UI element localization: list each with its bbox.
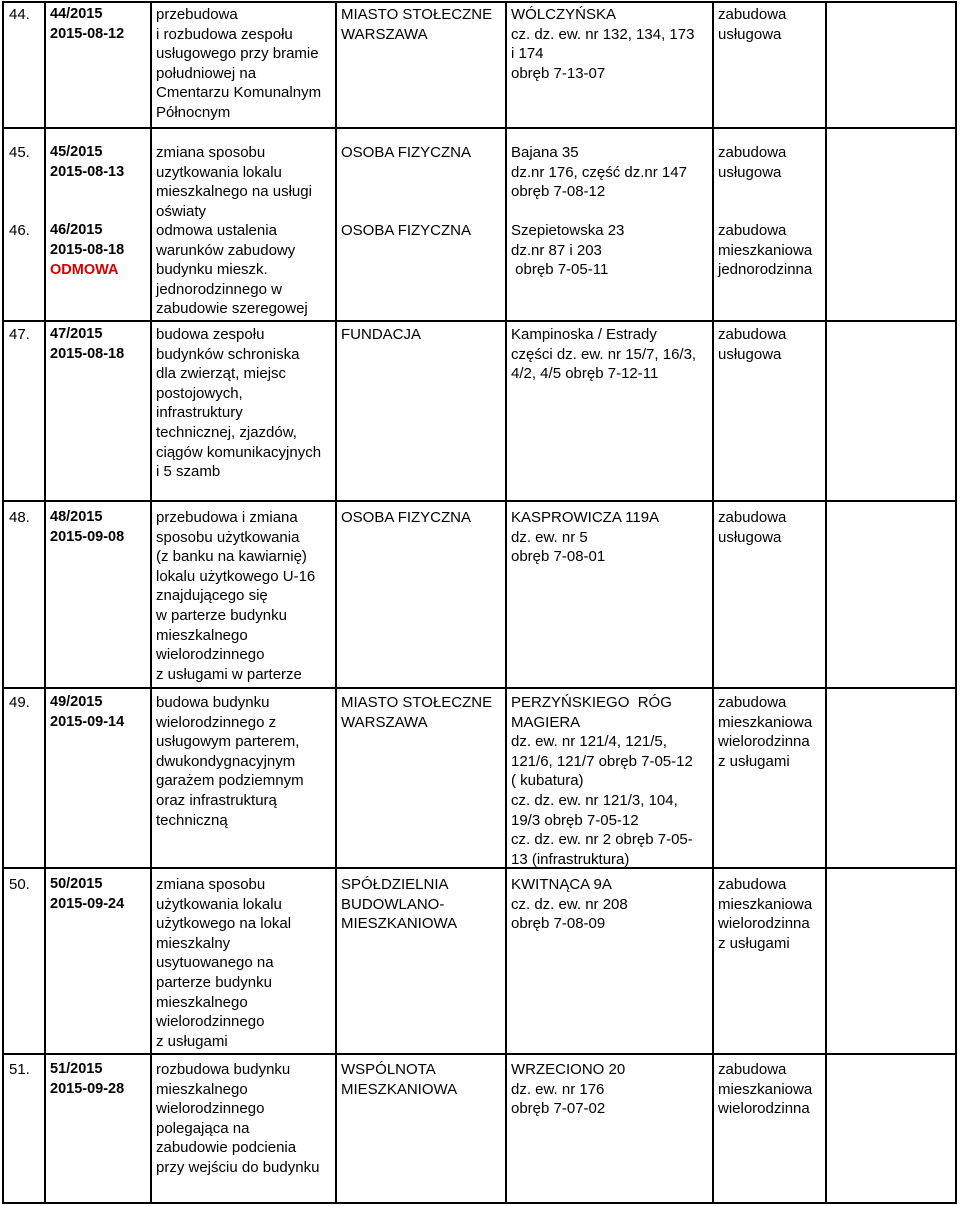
row-number: 49. [9,694,30,711]
applicant: MIASTO STOŁECZNE WARSZAWA [341,694,493,731]
status-badge: ODMOWA [50,262,119,278]
row-number: 44. [9,6,30,23]
column-divider [712,1,714,1204]
development-type: zabudowa mieszkaniowa wielorodzinna z usługami [718,876,813,952]
location: KASPROWICZA 119A dz. ew. nr 5 obręb 7-08-01 [511,509,660,566]
column-divider [335,1,337,1204]
investment-description: przebudowa i zmiana sposobu użytkowania (z banku na kawiarnię) lokalu użytkowego U-16 znajdującego się w parterze budynku mieszkalnego wielorodzinnego z usługami w parterze [156,509,316,683]
row-number: 45. [9,144,30,161]
row-divider [2,500,956,502]
applicant: OSOBA FIZYCZNA [341,509,472,526]
decision-number-date: 49/2015 2015-09-14 [50,694,125,730]
row-number: 48. [9,509,30,526]
decision-number-date: 45/2015 2015-08-13 [50,144,125,180]
applicant: SPÓŁDZIELNIA BUDOWLANO- MIESZKANIOWA [341,876,458,933]
row-divider [2,1,956,3]
row-divider [2,1202,956,1204]
column-divider [44,1,46,1204]
location: Kampinoska / Estrady części dz. ew. nr 15/7, 16/3, 4/2, 4/5 obręb 7-12-11 [511,326,697,383]
development-type: zabudowa usługowa [718,144,787,181]
investment-description: odmowa ustalenia warunków zabudowy budynku mieszk. jednorodzinnego w zabudowie szeregowej [156,222,308,318]
location: PERZYŃSKIEGO RÓG MAGIERA dz. ew. nr 121/4, 121/5, 121/6, 121/7 obręb 7-05-12 ( kubatura) cz. dz. ew. nr 121/3, 104, 19/3 obręb 7-05-12 cz. dz. ew. nr 2 obręb 7-05- 13 (infrastruktura) [511,694,693,868]
decision-number-date: 50/2015 2015-09-24 [50,876,125,912]
decision-number-date: 48/2015 2015-09-08 [50,509,125,545]
investment-description: rozbudowa budynku mieszkalnego wielorodzinnego polegająca na zabudowie podcienia przy wejściu do budynku [156,1061,320,1176]
applicant: OSOBA FIZYCZNA [341,222,472,239]
column-divider [825,1,827,1204]
applicant: MIASTO STOŁECZNE WARSZAWA [341,6,493,43]
row-number: 51. [9,1061,30,1078]
location: WRZECIONO 20 dz. ew. nr 176 obręb 7-07-02 [511,1061,626,1118]
development-type: zabudowa mieszkaniowa jednorodzinna [718,222,813,279]
investment-description: przebudowa i rozbudowa zespołu usługowego przy bramie południowej na Cmentarzu Komunalnym Północnym [156,6,322,121]
development-type: zabudowa usługowa [718,326,787,363]
investment-description: zmiana sposobu użytkowania lokalu użytkowego na lokal mieszkalny usytuowanego na parterze budynku mieszkalnego wielorodzinnego z usługami [156,876,292,1050]
row-divider [2,1053,956,1055]
row-number: 50. [9,876,30,893]
location: WÓLCZYŃSKA cz. dz. ew. nr 132, 134, 173 i 174 obręb 7-13-07 [511,6,695,82]
applicant: FUNDACJA [341,326,422,343]
development-type: zabudowa usługowa [718,6,787,43]
location: Bajana 35 dz.nr 176, część dz.nr 147 obręb 7-08-12 [511,144,687,201]
investment-description: zmiana sposobu uzytkowania lokalu mieszkalnego na usługi oświaty [156,144,312,220]
column-divider [150,1,152,1204]
row-divider [2,867,956,869]
column-divider [955,1,957,1204]
applicant: OSOBA FIZYCZNA [341,144,472,161]
decision-number-date: 46/2015 2015-08-18 [50,222,125,258]
decision-number-date: 44/2015 2015-08-12 [50,6,125,42]
row-divider [2,320,956,322]
column-divider [2,1,4,1204]
development-type: zabudowa usługowa [718,509,787,546]
row-divider [2,127,956,129]
location: Szepietowska 23 dz.nr 87 i 203 obręb 7-05-11 [511,222,625,279]
development-type: zabudowa mieszkaniowa wielorodzinna [718,1061,813,1118]
location: KWITNĄCA 9A cz. dz. ew. nr 208 obręb 7-08-09 [511,876,628,933]
row-divider [2,687,956,689]
row-number: 47. [9,326,30,343]
applicant: WSPÓLNOTA MIESZKANIOWA [341,1061,458,1098]
decision-number-date: 51/2015 2015-09-28 [50,1061,125,1097]
investment-description: budowa budynku wielorodzinnego z usługowym parterem, dwukondygnacyjnym garażem podziemnym oraz infrastrukturą techniczną [156,694,304,829]
development-type: zabudowa mieszkaniowa wielorodzinna z usługami [718,694,813,770]
decision-number-date: 47/2015 2015-08-18 [50,326,125,362]
investment-description: budowa zespołu budynków schroniska dla zwierząt, miejsc postojowych, infrastruktury technicznej, zjazdów, ciągów komunikacyjnych i 5 szamb [156,326,322,481]
column-divider [505,1,507,1204]
row-number: 46. [9,222,30,239]
